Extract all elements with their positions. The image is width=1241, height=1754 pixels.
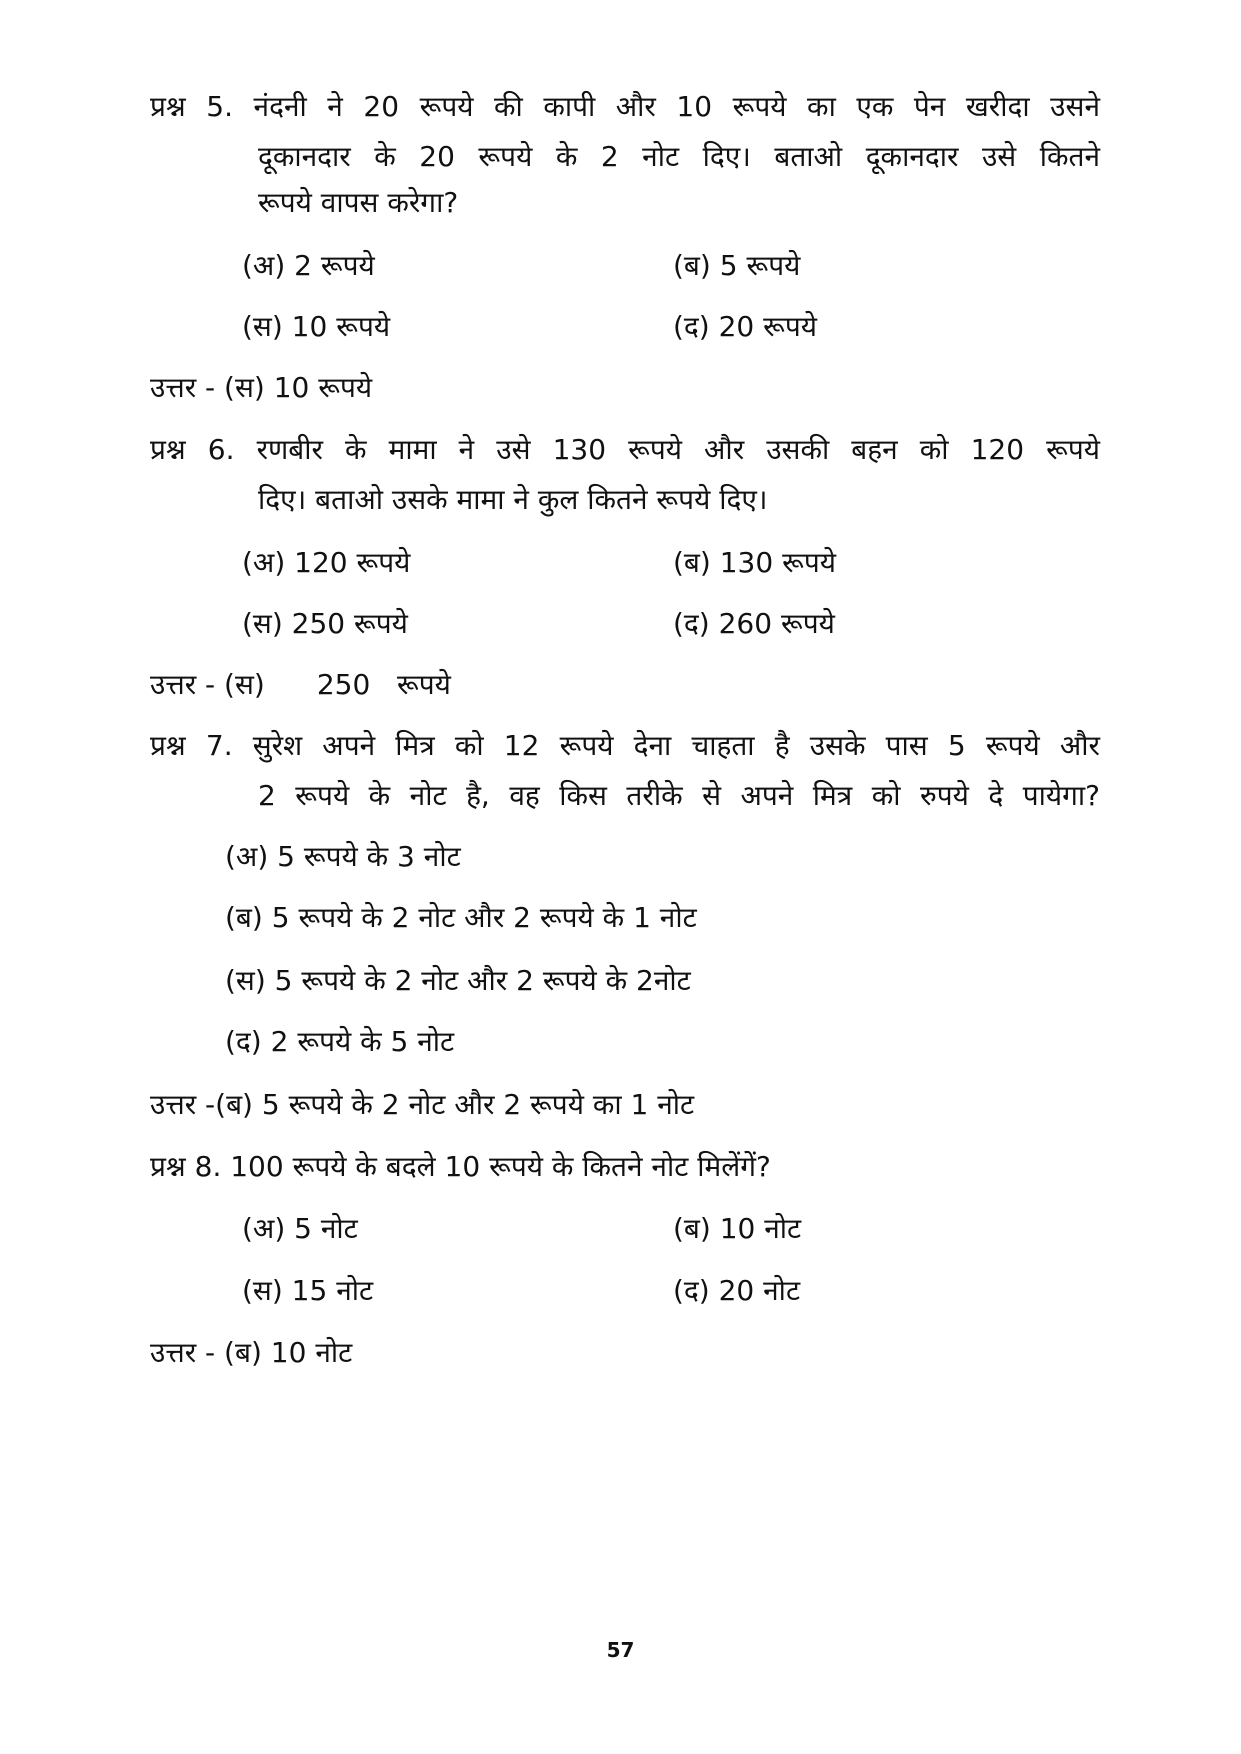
question-7-option-c: (स) 5 रूपये के 2 नोट और 2 रूपये के 2नोट <box>225 964 691 997</box>
question-7-option-a: (अ) 5 रूपये के 3 नोट <box>225 840 461 873</box>
question-6-line-1: प्रश्न 6. रणबीर के मामा ने उसे 130 रूपये और उसकी बहन को 120 रूपये <box>150 433 1100 466</box>
question-6-answer-value: 250 <box>316 668 371 701</box>
question-8-option-b: (ब) 10 नोट <box>673 1212 802 1245</box>
question-6-answer-prefix: उत्तर - (स) <box>150 668 265 701</box>
question-6-option-b: (ब) 130 रूपये <box>673 546 836 579</box>
question-5-answer: उत्तर - (स) 10 रूपये <box>150 371 373 404</box>
question-5-line-2: दूकानदार के 20 रूपये के 2 नोट दिए। बताओ दूकानदार उसे कितने <box>258 140 1100 173</box>
question-8-option-c: (स) 15 नोट <box>242 1274 374 1307</box>
question-5-line-3: रूपये वापस करेगा? <box>258 186 459 219</box>
question-7-line-1: प्रश्न 7. सुरेश अपने मित्र को 12 रूपये देना चाहता है उसके पास 5 रूपये और <box>150 729 1100 762</box>
question-6-option-c: (स) 250 रूपये <box>242 607 408 640</box>
question-7-answer: उत्तर -(ब) 5 रूपये के 2 नोट और 2 रूपये का 1 नोट <box>150 1088 695 1121</box>
question-5-option-b: (ब) 5 रूपये <box>673 249 801 282</box>
question-6-option-a: (अ) 120 रूपये <box>242 546 411 579</box>
question-5-option-d: (द) 20 रूपये <box>673 310 818 343</box>
question-7-option-b: (ब) 5 रूपये के 2 नोट और 2 रूपये के 1 नोट <box>225 901 697 934</box>
question-5-option-a: (अ) 2 रूपये <box>242 249 375 282</box>
question-8-line-1: प्रश्न 8. 100 रूपये के बदले 10 रूपये के कितने नोट मिलेंगें? <box>150 1150 771 1183</box>
question-5-line-1: प्रश्न 5. नंदनी ने 20 रूपये की कापी और 10 रूपये का एक पेन खरीदा उसने <box>150 90 1100 123</box>
question-6-answer <box>150 665 451 705</box>
page-number: 57 <box>606 1638 635 1662</box>
question-6-line-2: दिए। बताओ उसके मामा ने कुल कितने रूपये दिए। <box>258 483 768 516</box>
question-6-answer-unit: रूपये <box>396 668 451 701</box>
question-8-answer: उत्तर - (ब) 10 नोट <box>150 1336 353 1369</box>
question-7-option-d: (द) 2 रूपये के 5 नोट <box>225 1025 455 1058</box>
question-7-line-2: 2 रूपये के नोट है, वह किस तरीके से अपने मित्र को रुपये दे पायेगा? <box>258 779 1100 812</box>
question-5-option-c: (स) 10 रूपये <box>242 310 391 343</box>
question-8-option-d: (द) 20 नोट <box>673 1274 801 1307</box>
question-6-option-d: (द) 260 रूपये <box>673 607 835 640</box>
question-8-option-a: (अ) 5 नोट <box>242 1212 358 1245</box>
